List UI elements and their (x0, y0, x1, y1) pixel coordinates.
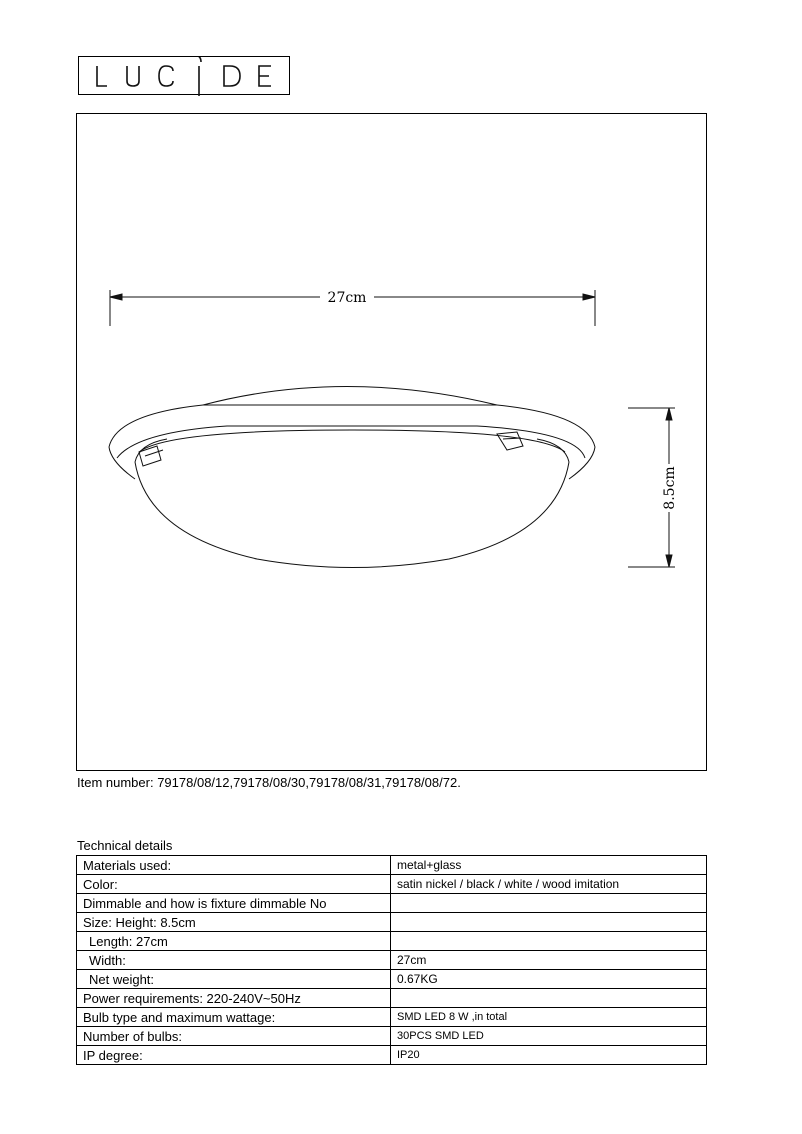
spec-value: satin nickel / black / white / wood imitation (391, 875, 707, 894)
technical-details-title: Technical details (77, 838, 173, 853)
fixture-drawing (77, 114, 708, 772)
spec-label: Width: (77, 951, 391, 970)
spec-value: 27cm (391, 951, 707, 970)
table-row (77, 1046, 707, 1065)
table-row (77, 970, 707, 989)
table-row (77, 856, 707, 875)
width-dimension-label: 27cm (327, 290, 367, 306)
spec-label: IP degree: (77, 1046, 391, 1065)
table-row (77, 875, 707, 894)
spec-label: Materials used: (77, 856, 391, 875)
spec-label: Bulb type and maximum wattage: (77, 1008, 391, 1027)
item-number: Item number: 79178/08/12,79178/08/30,79178/08/31,79178/08/72. (77, 775, 461, 790)
height-dimension-label: 8.5cm (662, 466, 678, 510)
brand-logo (78, 56, 290, 95)
table-row (77, 932, 707, 951)
table-row (77, 1008, 707, 1027)
spec-label: Number of bulbs: (77, 1027, 391, 1046)
table-row (77, 989, 707, 1008)
technical-drawing-frame (76, 113, 707, 771)
spec-value: 30PCS SMD LED (391, 1027, 707, 1046)
spec-value (391, 913, 707, 932)
spec-label: Size: Height: 8.5cm (77, 913, 391, 932)
technical-details-table (76, 855, 707, 1065)
spec-value (391, 932, 707, 951)
spec-label: Length: 27cm (77, 932, 391, 951)
spec-label: Dimmable and how is fixture dimmable No (77, 894, 391, 913)
table-row (77, 913, 707, 932)
table-row (77, 894, 707, 913)
spec-label: Net weight: (77, 970, 391, 989)
spec-value: metal+glass (391, 856, 707, 875)
spec-value: SMD LED 8 W ,in total (391, 1008, 707, 1027)
table-row (77, 1027, 707, 1046)
spec-value (391, 894, 707, 913)
table-row (77, 951, 707, 970)
spec-label: Power requirements: 220-240V~50Hz (77, 989, 391, 1008)
spec-label: Color: (77, 875, 391, 894)
spec-value: 0.67KG (391, 970, 707, 989)
lucide-logo-mark (79, 57, 291, 96)
spec-value (391, 989, 707, 1008)
spec-value: IP20 (391, 1046, 707, 1065)
